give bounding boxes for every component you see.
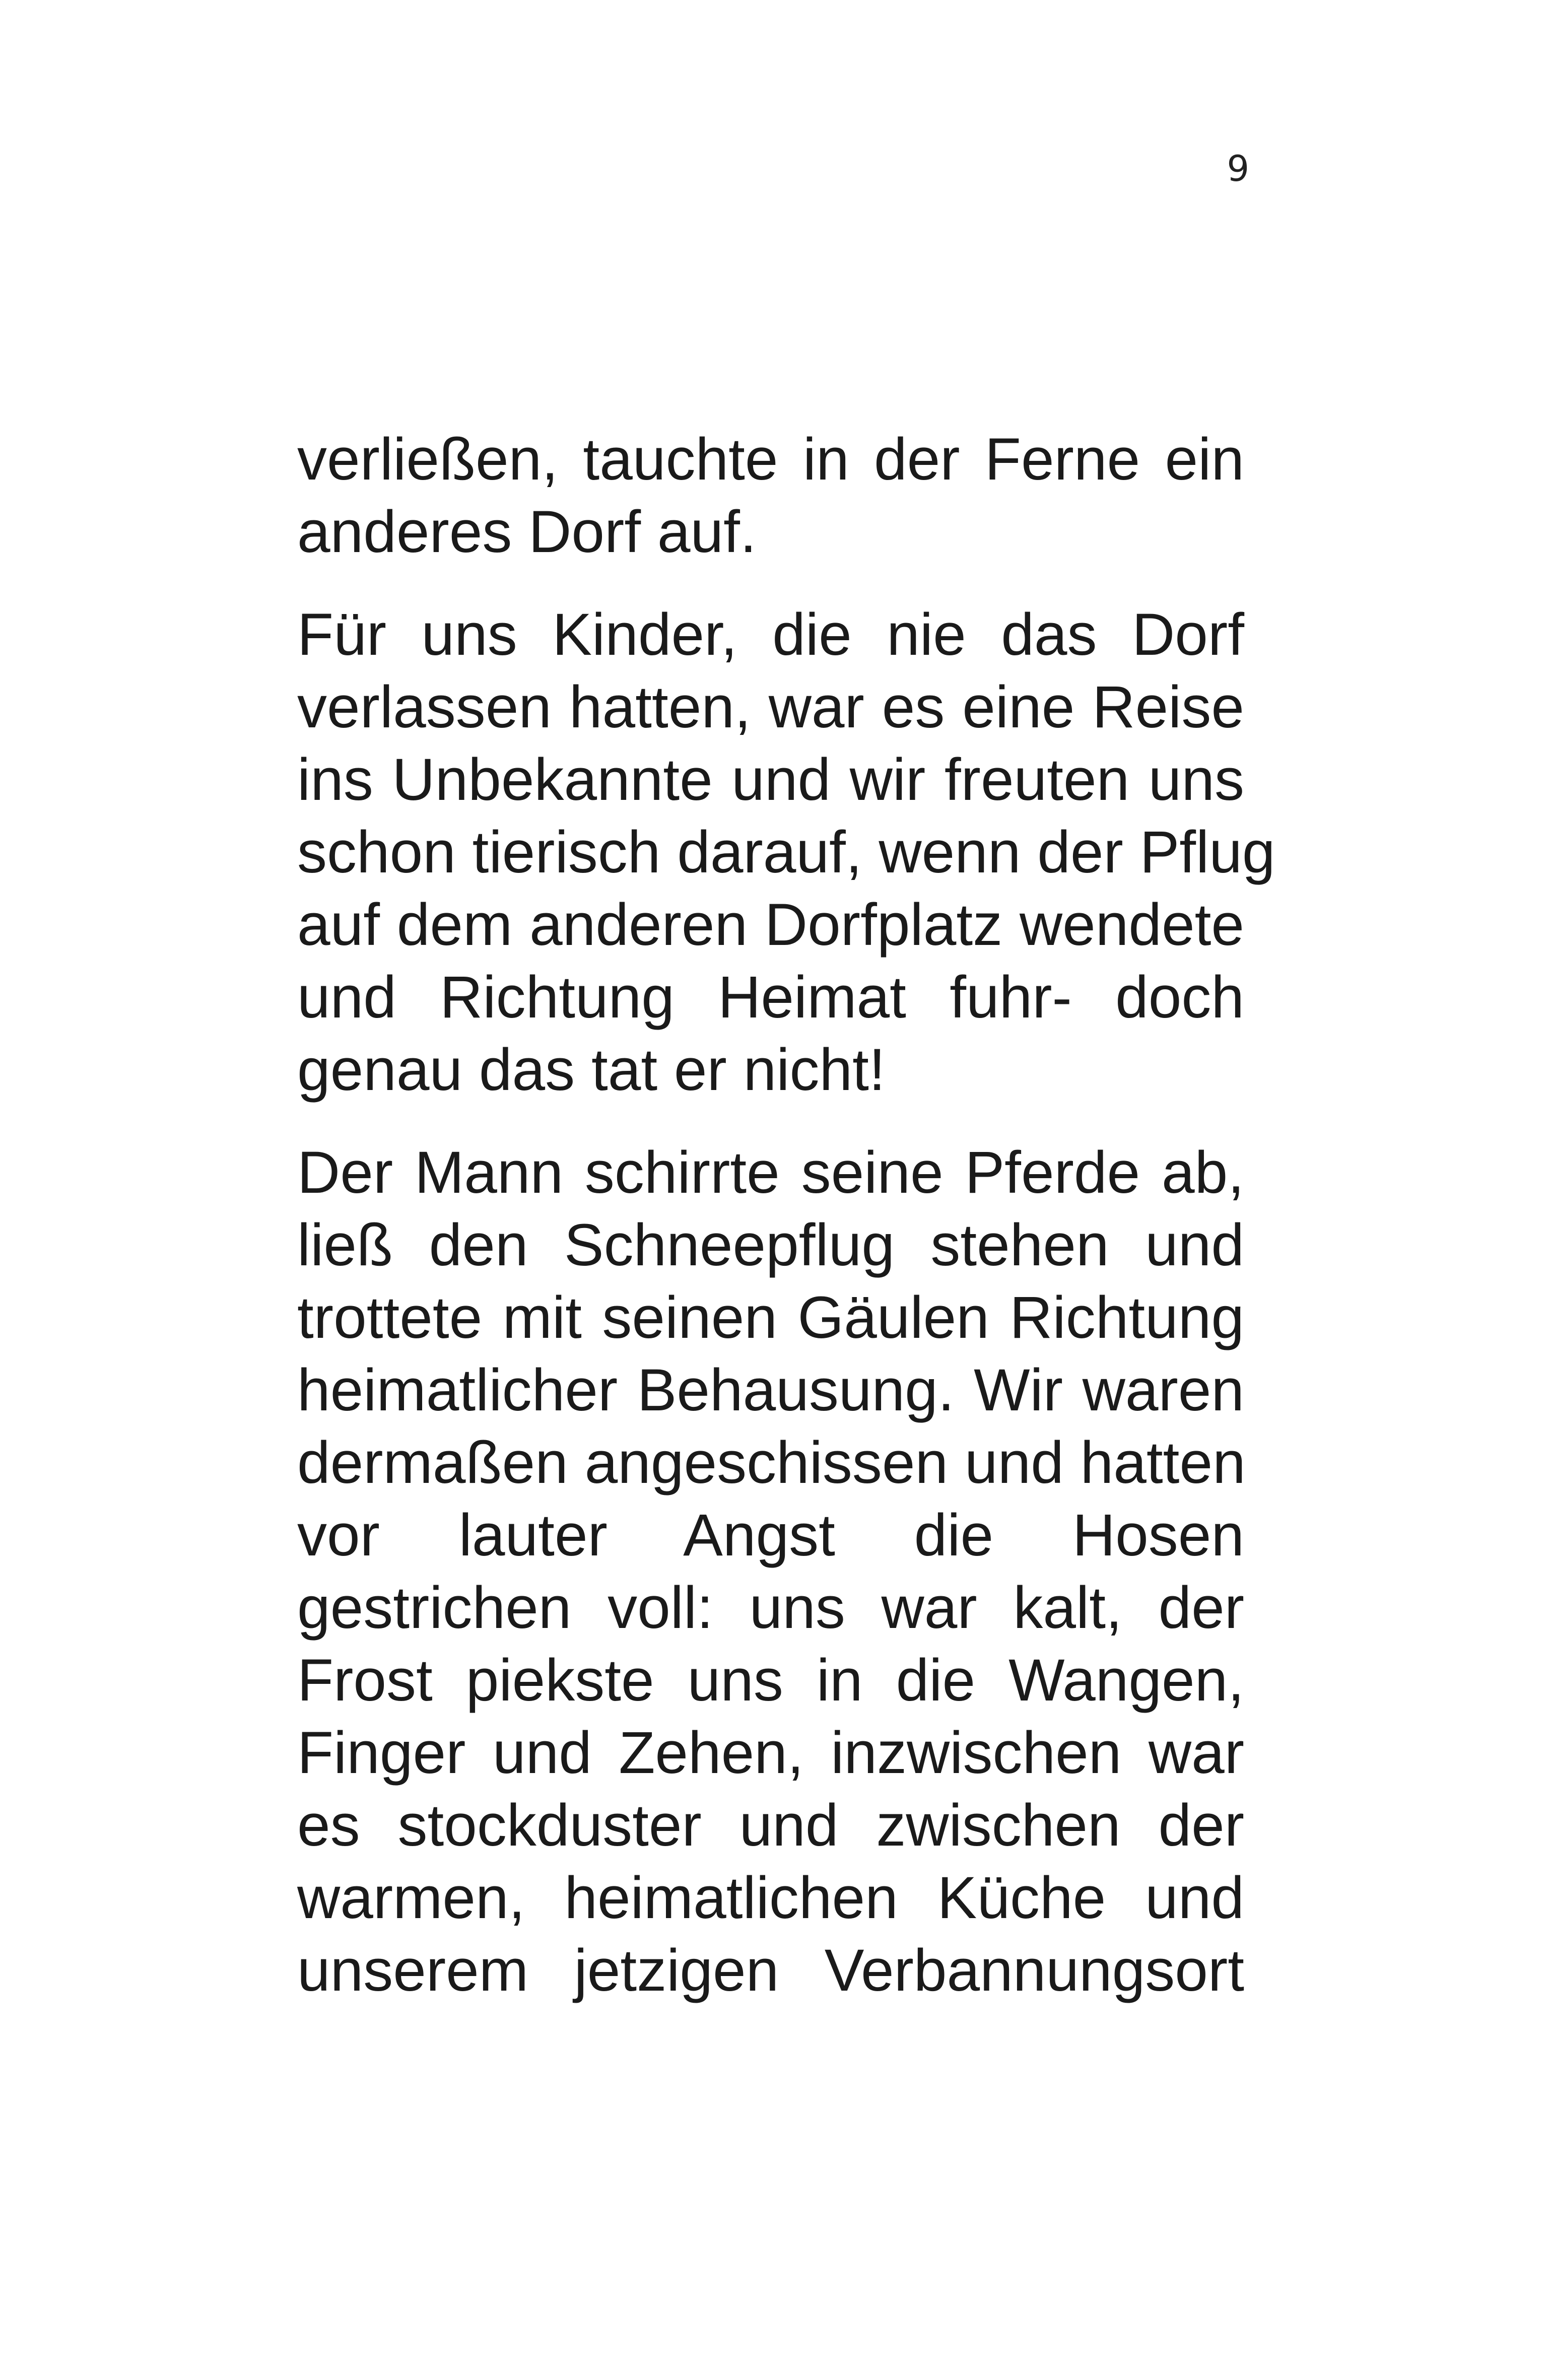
text-line: Für uns Kinder, die nie das Dorf — [297, 601, 1244, 668]
text-line: verlassen hatten, war es eine Reise — [297, 674, 1244, 740]
text-line: warmen, heimatlichen Küche und — [297, 1865, 1244, 1931]
text-line: Der Mann schirrte seine Pferde ab, — [297, 1139, 1244, 1206]
text-line: gestrichen voll: uns war kalt, der — [297, 1575, 1244, 1641]
text-line: unserem jetzigen Verbannungsort — [297, 1937, 1244, 2004]
text-line: Finger und Zehen, inzwischen war — [297, 1720, 1244, 1786]
page-number: 9 — [1227, 148, 1249, 189]
text-line: verließen, tauchte in der Ferne ein — [297, 426, 1244, 493]
text-line: genau das tat er nicht! — [297, 1037, 886, 1103]
text-line: es stockduster und zwischen der — [297, 1792, 1244, 1859]
text-line: und Richtung Heimat fuhr- doch — [297, 964, 1244, 1031]
text-line: ließ den Schneepflug stehen und — [297, 1212, 1244, 1278]
text-line: heimatlicher Behausung. Wir waren — [297, 1357, 1244, 1423]
text-line: ins Unbekannte und wir freuten uns — [297, 746, 1244, 813]
text-line: anderes Dorf auf. — [297, 499, 757, 565]
text-line: trottete mit seinen Gäulen Richtung — [297, 1284, 1244, 1351]
paragraph-3 — [297, 1136, 1244, 2007]
text-line: dermaßen angeschissen und hatten — [297, 1430, 1246, 1496]
text-line: auf dem anderen Dorfplatz wendete — [297, 892, 1244, 958]
paragraph-1 — [297, 423, 1244, 568]
body-text — [297, 423, 1275, 2007]
text-line: schon tierisch darauf, wenn der Pflug — [297, 819, 1275, 886]
paragraph-2 — [297, 598, 1275, 1106]
text-line: Frost piekste uns in die Wangen, — [297, 1647, 1244, 1714]
text-line: vor lauter Angst die Hosen — [297, 1502, 1244, 1569]
